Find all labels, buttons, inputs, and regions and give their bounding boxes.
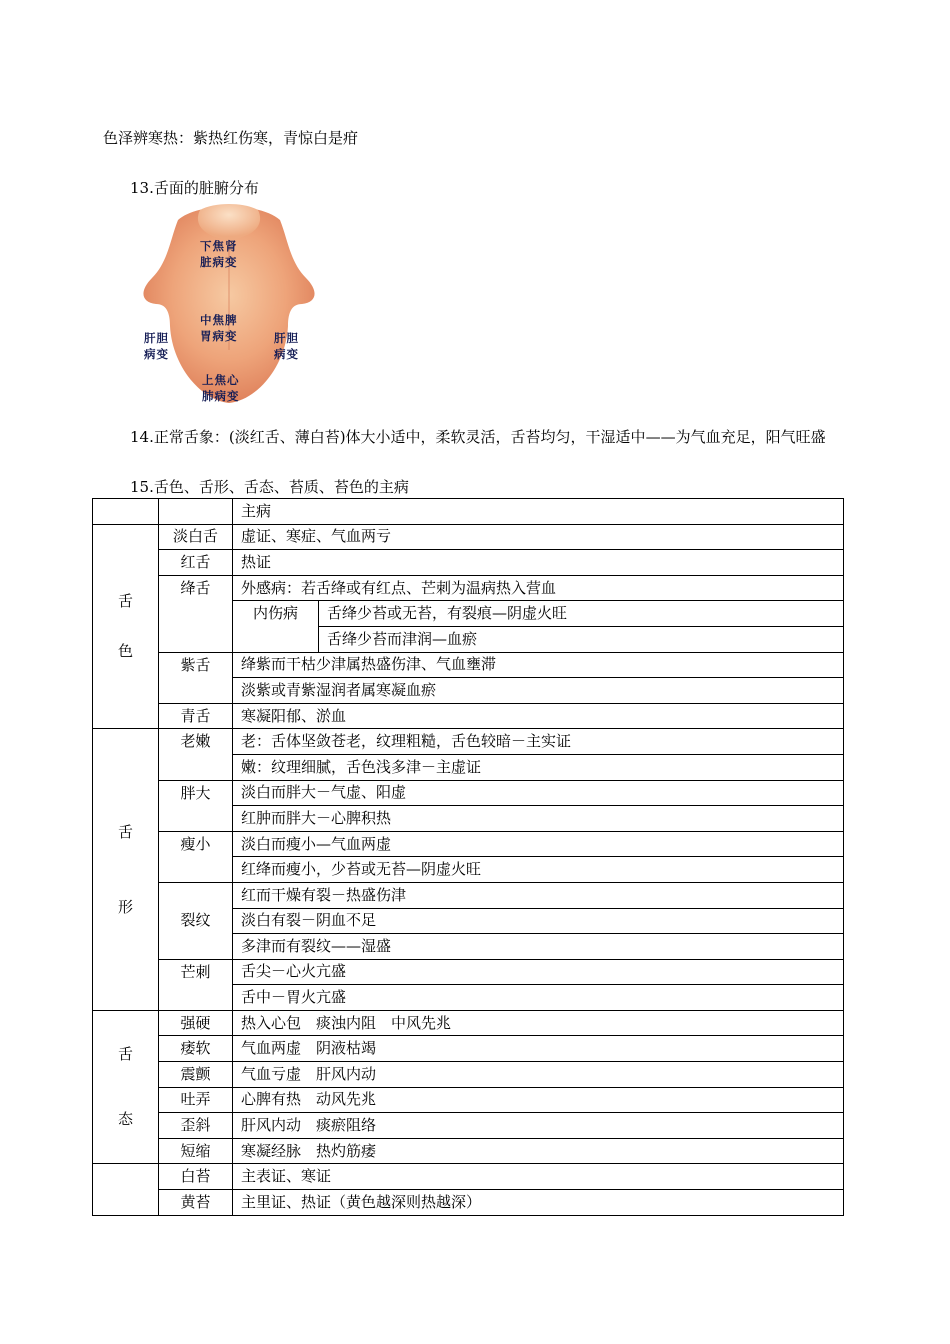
sub-label-internal: 内伤病 [233, 601, 319, 652]
category-tongue-shape: 舌 形 [93, 729, 159, 1011]
row-label: 紫舌 [159, 652, 233, 703]
header-main-disease: 主病 [233, 499, 844, 525]
tongue-label: 下焦肾 [200, 239, 238, 253]
table-row [93, 959, 844, 985]
row-label: 青舌 [159, 703, 233, 729]
row-label: 震颤 [159, 1062, 233, 1088]
row-value: 外感病：若舌绛或有红点、芒刺为温病热入营血 [233, 575, 844, 601]
row-value: 舌中－胃火亢盛 [233, 985, 844, 1011]
row-value: 热入心包 痰浊内阻 中风先兆 [233, 1010, 844, 1036]
header-blank [159, 499, 233, 525]
table-row [93, 652, 844, 678]
header-blank [93, 499, 159, 525]
row-value: 红肿而胖大－心脾积热 [233, 806, 844, 832]
row-label: 裂纹 [159, 882, 233, 959]
normal-tongue-line: 14.正常舌象：(淡红舌、薄白苔)体大小适中，柔软灵活，舌苔均匀，干湿适中——为气血充足，阳气旺盛 [130, 428, 826, 446]
tongue-label: 胃病变 [200, 329, 238, 343]
row-value: 气血亏虚 肝风内动 [233, 1062, 844, 1088]
row-label: 歪斜 [159, 1113, 233, 1139]
row-label: 强硬 [159, 1010, 233, 1036]
table-row [93, 1036, 844, 1062]
color-heat-line: 色泽辨寒热：紫热红伤寒，青惊白是疳 [103, 129, 359, 147]
tongue-label: 上焦心 [202, 373, 240, 387]
table-row [93, 882, 844, 908]
row-label: 痿软 [159, 1036, 233, 1062]
tongue-label: 病变 [274, 347, 299, 361]
category-coating-blank [93, 1164, 159, 1215]
row-value: 多津而有裂纹——湿盛 [233, 934, 844, 960]
tongue-diagram [138, 200, 320, 405]
row-value: 红而干燥有裂－热盛伤津 [233, 882, 844, 908]
row-value: 热证 [233, 550, 844, 576]
tongue-label: 脏病变 [200, 255, 238, 269]
tongue-label: 肺病变 [202, 389, 240, 403]
row-label: 老嫩 [159, 729, 233, 780]
table-row [93, 550, 844, 576]
row-value: 气血两虚 阴液枯竭 [233, 1036, 844, 1062]
tongue-label: 病变 [144, 347, 169, 361]
tongue-label: 肝胆 [274, 331, 299, 345]
row-value: 绛紫而干枯少津属热盛伤津、气血壅滞 [233, 652, 844, 678]
row-value: 淡白而瘦小—气血两虚 [233, 831, 844, 857]
table-row [93, 703, 844, 729]
row-label: 瘦小 [159, 831, 233, 882]
table-row [93, 1113, 844, 1139]
row-value: 嫩：纹理细腻，舌色浅多津－主虚证 [233, 754, 844, 780]
heading-13: 13.舌面的脏腑分布 [130, 179, 259, 197]
row-label: 胖大 [159, 780, 233, 831]
row-value: 舌绛少苔或无苔，有裂痕—阴虚火旺 [319, 601, 844, 627]
row-value: 淡紫或青紫湿润者属寒凝血瘀 [233, 678, 844, 704]
table-row [93, 1087, 844, 1113]
row-label: 淡白舌 [159, 524, 233, 550]
category-tongue-state: 舌 态 [93, 1010, 159, 1164]
table-row [93, 575, 844, 601]
row-value: 主里证、热证（黄色越深则热越深） [233, 1190, 844, 1216]
table-row [93, 1138, 844, 1164]
row-label: 黄苔 [159, 1190, 233, 1216]
row-label: 短缩 [159, 1138, 233, 1164]
row-label: 白苔 [159, 1164, 233, 1190]
tongue-label: 肝胆 [144, 331, 169, 345]
row-value: 红绛而瘦小，少苔或无苔—阴虚火旺 [233, 857, 844, 883]
table-row [93, 1164, 844, 1190]
table-row [93, 1190, 844, 1216]
row-value: 淡白而胖大－气虚、阳虚 [233, 780, 844, 806]
row-value: 寒凝经脉 热灼筋痿 [233, 1138, 844, 1164]
row-value: 淡白有裂－阴血不足 [233, 908, 844, 934]
table-row [93, 1062, 844, 1088]
row-value: 心脾有热 动风先兆 [233, 1087, 844, 1113]
row-value: 老：舌体坚敛苍老，纹理粗糙，舌色较暗－主实证 [233, 729, 844, 755]
row-value: 肝风内动 痰瘀阻络 [233, 1113, 844, 1139]
table-row [93, 524, 844, 550]
row-value: 舌绛少苔而津润—血瘀 [319, 626, 844, 652]
row-value: 舌尖－心火亢盛 [233, 959, 844, 985]
row-label: 红舌 [159, 550, 233, 576]
table-row [93, 780, 844, 806]
category-tongue-color: 舌 色 [93, 524, 159, 729]
row-label: 绛舌 [159, 575, 233, 652]
table-row [93, 729, 844, 755]
heading-15: 15.舌色、舌形、舌态、苔质、苔色的主病 [130, 478, 409, 496]
row-label: 吐弄 [159, 1087, 233, 1113]
row-value: 寒凝阳郁、淤血 [233, 703, 844, 729]
row-value: 虚证、寒症、气血两亏 [233, 524, 844, 550]
table-row [93, 1010, 844, 1036]
tongue-label: 中焦脾 [200, 313, 238, 327]
table-row [93, 831, 844, 857]
table-header-row [93, 499, 844, 525]
row-value: 主表证、寒证 [233, 1164, 844, 1190]
tongue-disease-table [92, 498, 844, 1216]
row-label: 芒刺 [159, 959, 233, 1010]
